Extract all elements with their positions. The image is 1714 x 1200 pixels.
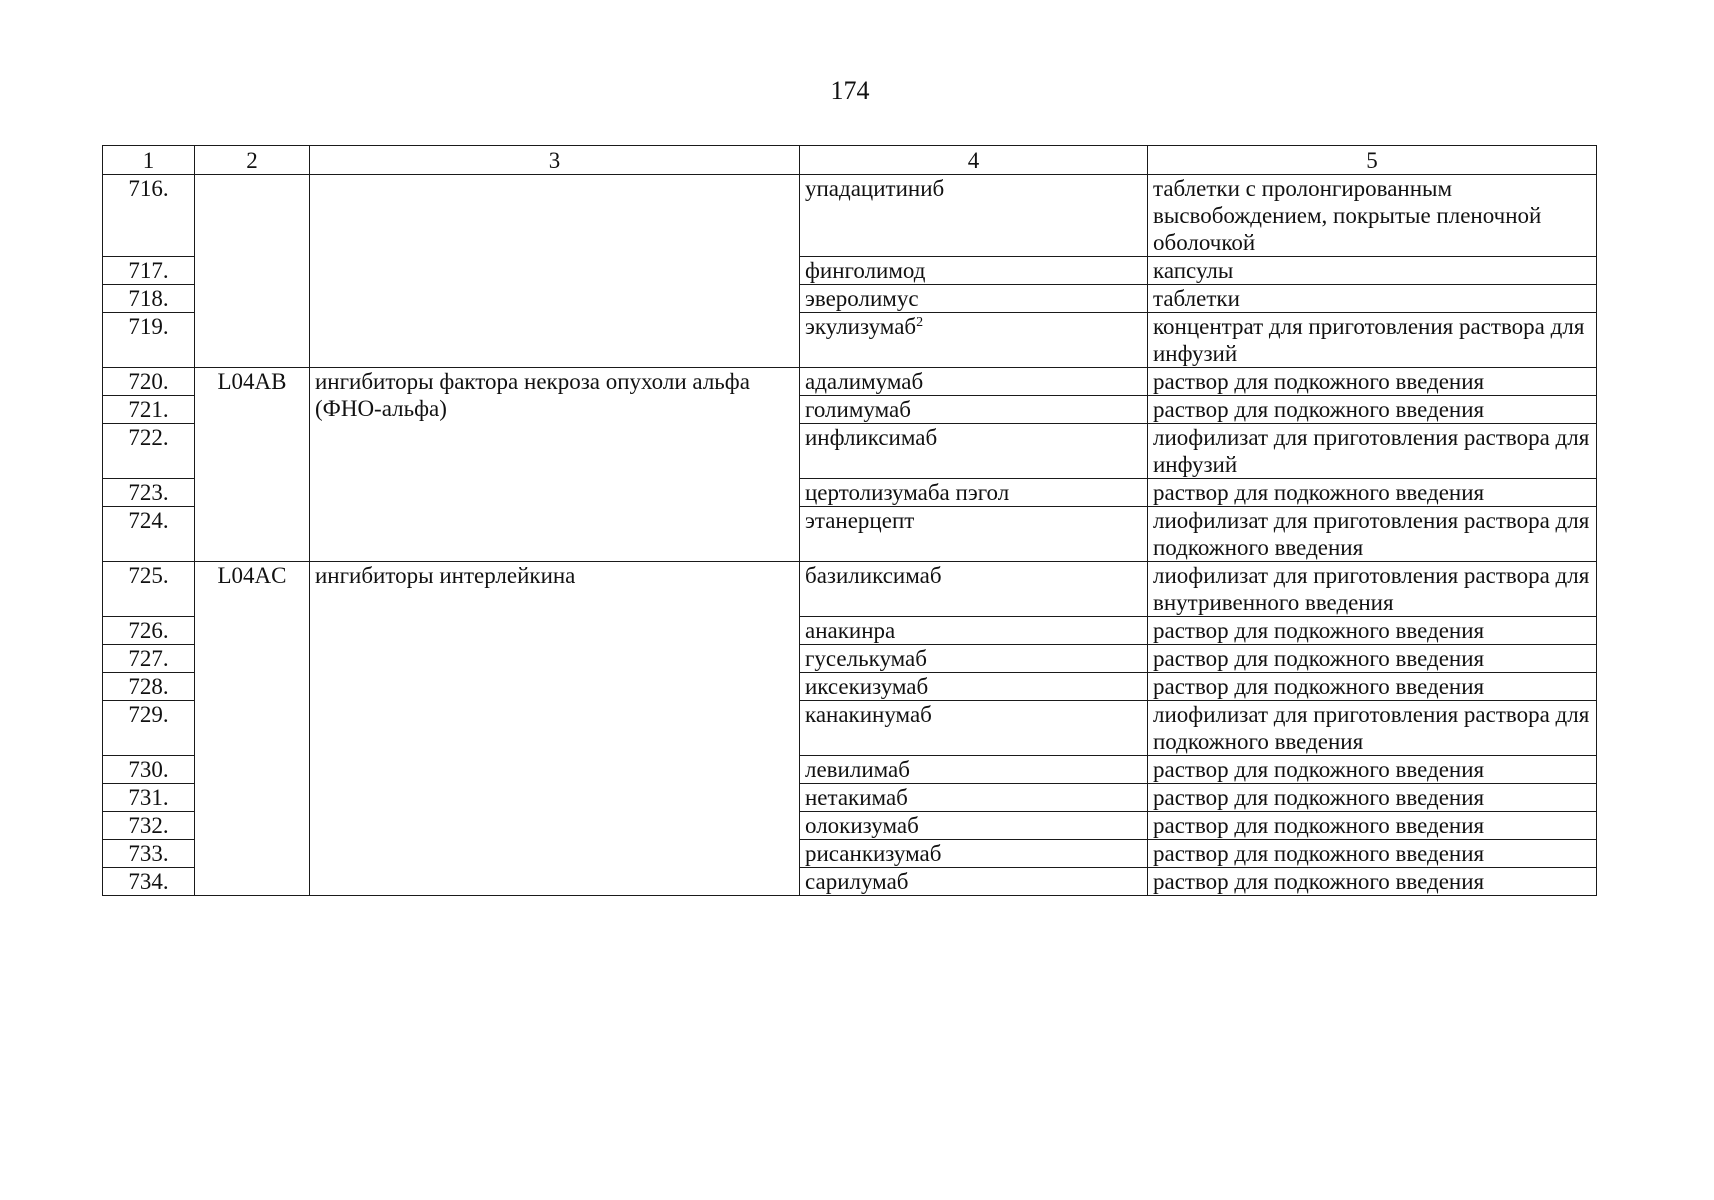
- drug-name: [800, 701, 1148, 756]
- drug-name-text: олокизумаб: [805, 813, 919, 838]
- drug-name-text: упадацитиниб: [805, 176, 945, 201]
- drug-name-text: левилимаб: [805, 757, 910, 782]
- dosage-form: раствор для подкожного введения: [1148, 479, 1597, 507]
- dosage-form: раствор для подкожного введения: [1148, 784, 1597, 812]
- drug-name-text: финголимод: [805, 258, 926, 283]
- row-number: 717.: [103, 257, 195, 285]
- drug-name-text: цертолизумаба пэгол: [805, 480, 1010, 505]
- dosage-form: лиофилизат для приготовления раствора для подкожного введения: [1148, 701, 1597, 756]
- dosage-form: раствор для подкожного введения: [1148, 368, 1597, 396]
- dosage-form: таблетки с пролонгированным высвобождением, покрытые пленочной оболочкой: [1148, 175, 1597, 257]
- row-number: 725.: [103, 562, 195, 617]
- dosage-form: раствор для подкожного введения: [1148, 868, 1597, 896]
- header-row: [103, 146, 1597, 175]
- footnote-marker: 2: [916, 315, 924, 330]
- row-number: 720.: [103, 368, 195, 396]
- drug-name: [800, 507, 1148, 562]
- dosage-form: лиофилизат для приготовления раствора для внутривенного введения: [1148, 562, 1597, 617]
- drug-name-text: базиликсимаб: [805, 563, 942, 588]
- drug-name-text: эверолимус: [805, 286, 919, 311]
- row-number: 719.: [103, 313, 195, 368]
- column-header-2: 2: [195, 146, 310, 175]
- drug-name: [800, 424, 1148, 479]
- row-number: 718.: [103, 285, 195, 313]
- row-number: 722.: [103, 424, 195, 479]
- drug-name-text: адалимумаб: [805, 369, 924, 394]
- page-number: 174: [830, 76, 870, 105]
- atc-code: L04AB: [195, 368, 310, 562]
- drug-name-text: канакинумаб: [805, 702, 932, 727]
- column-header-5: 5: [1148, 146, 1597, 175]
- drug-name-text: инфликсимаб: [805, 425, 938, 450]
- dosage-form: раствор для подкожного введения: [1148, 645, 1597, 673]
- row-number: 723.: [103, 479, 195, 507]
- drug-name-text: этанерцепт: [805, 508, 915, 533]
- dosage-form: раствор для подкожного введения: [1148, 673, 1597, 701]
- row-number: 731.: [103, 784, 195, 812]
- pharmacological-group: ингибиторы фактора некроза опухоли альфа (ФНО-альфа): [310, 368, 800, 562]
- drug-name: [800, 784, 1148, 812]
- dosage-form: таблетки: [1148, 285, 1597, 313]
- dosage-form: концентрат для приготовления раствора для инфузий: [1148, 313, 1597, 368]
- drug-name: [800, 285, 1148, 313]
- column-header-4: 4: [800, 146, 1148, 175]
- drug-name-text: голимумаб: [805, 397, 911, 422]
- drug-name-text: иксекизумаб: [805, 674, 929, 699]
- row-number: 726.: [103, 617, 195, 645]
- drug-name: [800, 257, 1148, 285]
- dosage-form: раствор для подкожного введения: [1148, 812, 1597, 840]
- drug-name: [800, 368, 1148, 396]
- drug-name: [800, 562, 1148, 617]
- drug-name-text: гуселькумаб: [805, 646, 927, 671]
- drug-name-text: рисанкизумаб: [805, 841, 942, 866]
- row-number: 729.: [103, 701, 195, 756]
- column-header-3: 3: [310, 146, 800, 175]
- dosage-form: раствор для подкожного введения: [1148, 756, 1597, 784]
- row-number: 721.: [103, 396, 195, 424]
- table-row: [103, 368, 1597, 396]
- table-row: [103, 175, 1597, 257]
- row-number: 724.: [103, 507, 195, 562]
- dosage-form: капсулы: [1148, 257, 1597, 285]
- dosage-form: лиофилизат для приготовления раствора для инфузий: [1148, 424, 1597, 479]
- dosage-form: раствор для подкожного введения: [1148, 617, 1597, 645]
- group-name-cell: [310, 175, 800, 368]
- column-header-1: 1: [103, 146, 195, 175]
- drug-name-text: нетакимаб: [805, 785, 908, 810]
- drug-name: [800, 175, 1148, 257]
- drug-name-text: анакинра: [805, 618, 896, 643]
- drug-name: [800, 840, 1148, 868]
- drug-name: [800, 479, 1148, 507]
- atc-code-cell: [195, 175, 310, 368]
- row-number: 727.: [103, 645, 195, 673]
- drug-name: [800, 396, 1148, 424]
- drug-name: [800, 313, 1148, 368]
- table-row: [103, 562, 1597, 617]
- row-number: 730.: [103, 756, 195, 784]
- atc-code: L04AC: [195, 562, 310, 896]
- row-number: 732.: [103, 812, 195, 840]
- drug-name: [800, 617, 1148, 645]
- row-number: 734.: [103, 868, 195, 896]
- drug-name: [800, 812, 1148, 840]
- row-number: 733.: [103, 840, 195, 868]
- row-number: 728.: [103, 673, 195, 701]
- dosage-form: раствор для подкожного введения: [1148, 396, 1597, 424]
- drug-name: [800, 673, 1148, 701]
- row-number: 716.: [103, 175, 195, 257]
- drug-name: [800, 645, 1148, 673]
- dosage-form: лиофилизат для приготовления раствора для подкожного введения: [1148, 507, 1597, 562]
- drug-name: [800, 756, 1148, 784]
- dosage-form: раствор для подкожного введения: [1148, 840, 1597, 868]
- drug-name-text: экулизумаб: [805, 314, 917, 339]
- drug-name: [800, 868, 1148, 896]
- pharmacological-group: ингибиторы интерлейкина: [310, 562, 800, 896]
- drug-name-text: сарилумаб: [805, 869, 909, 894]
- medicines-table: [102, 145, 1597, 896]
